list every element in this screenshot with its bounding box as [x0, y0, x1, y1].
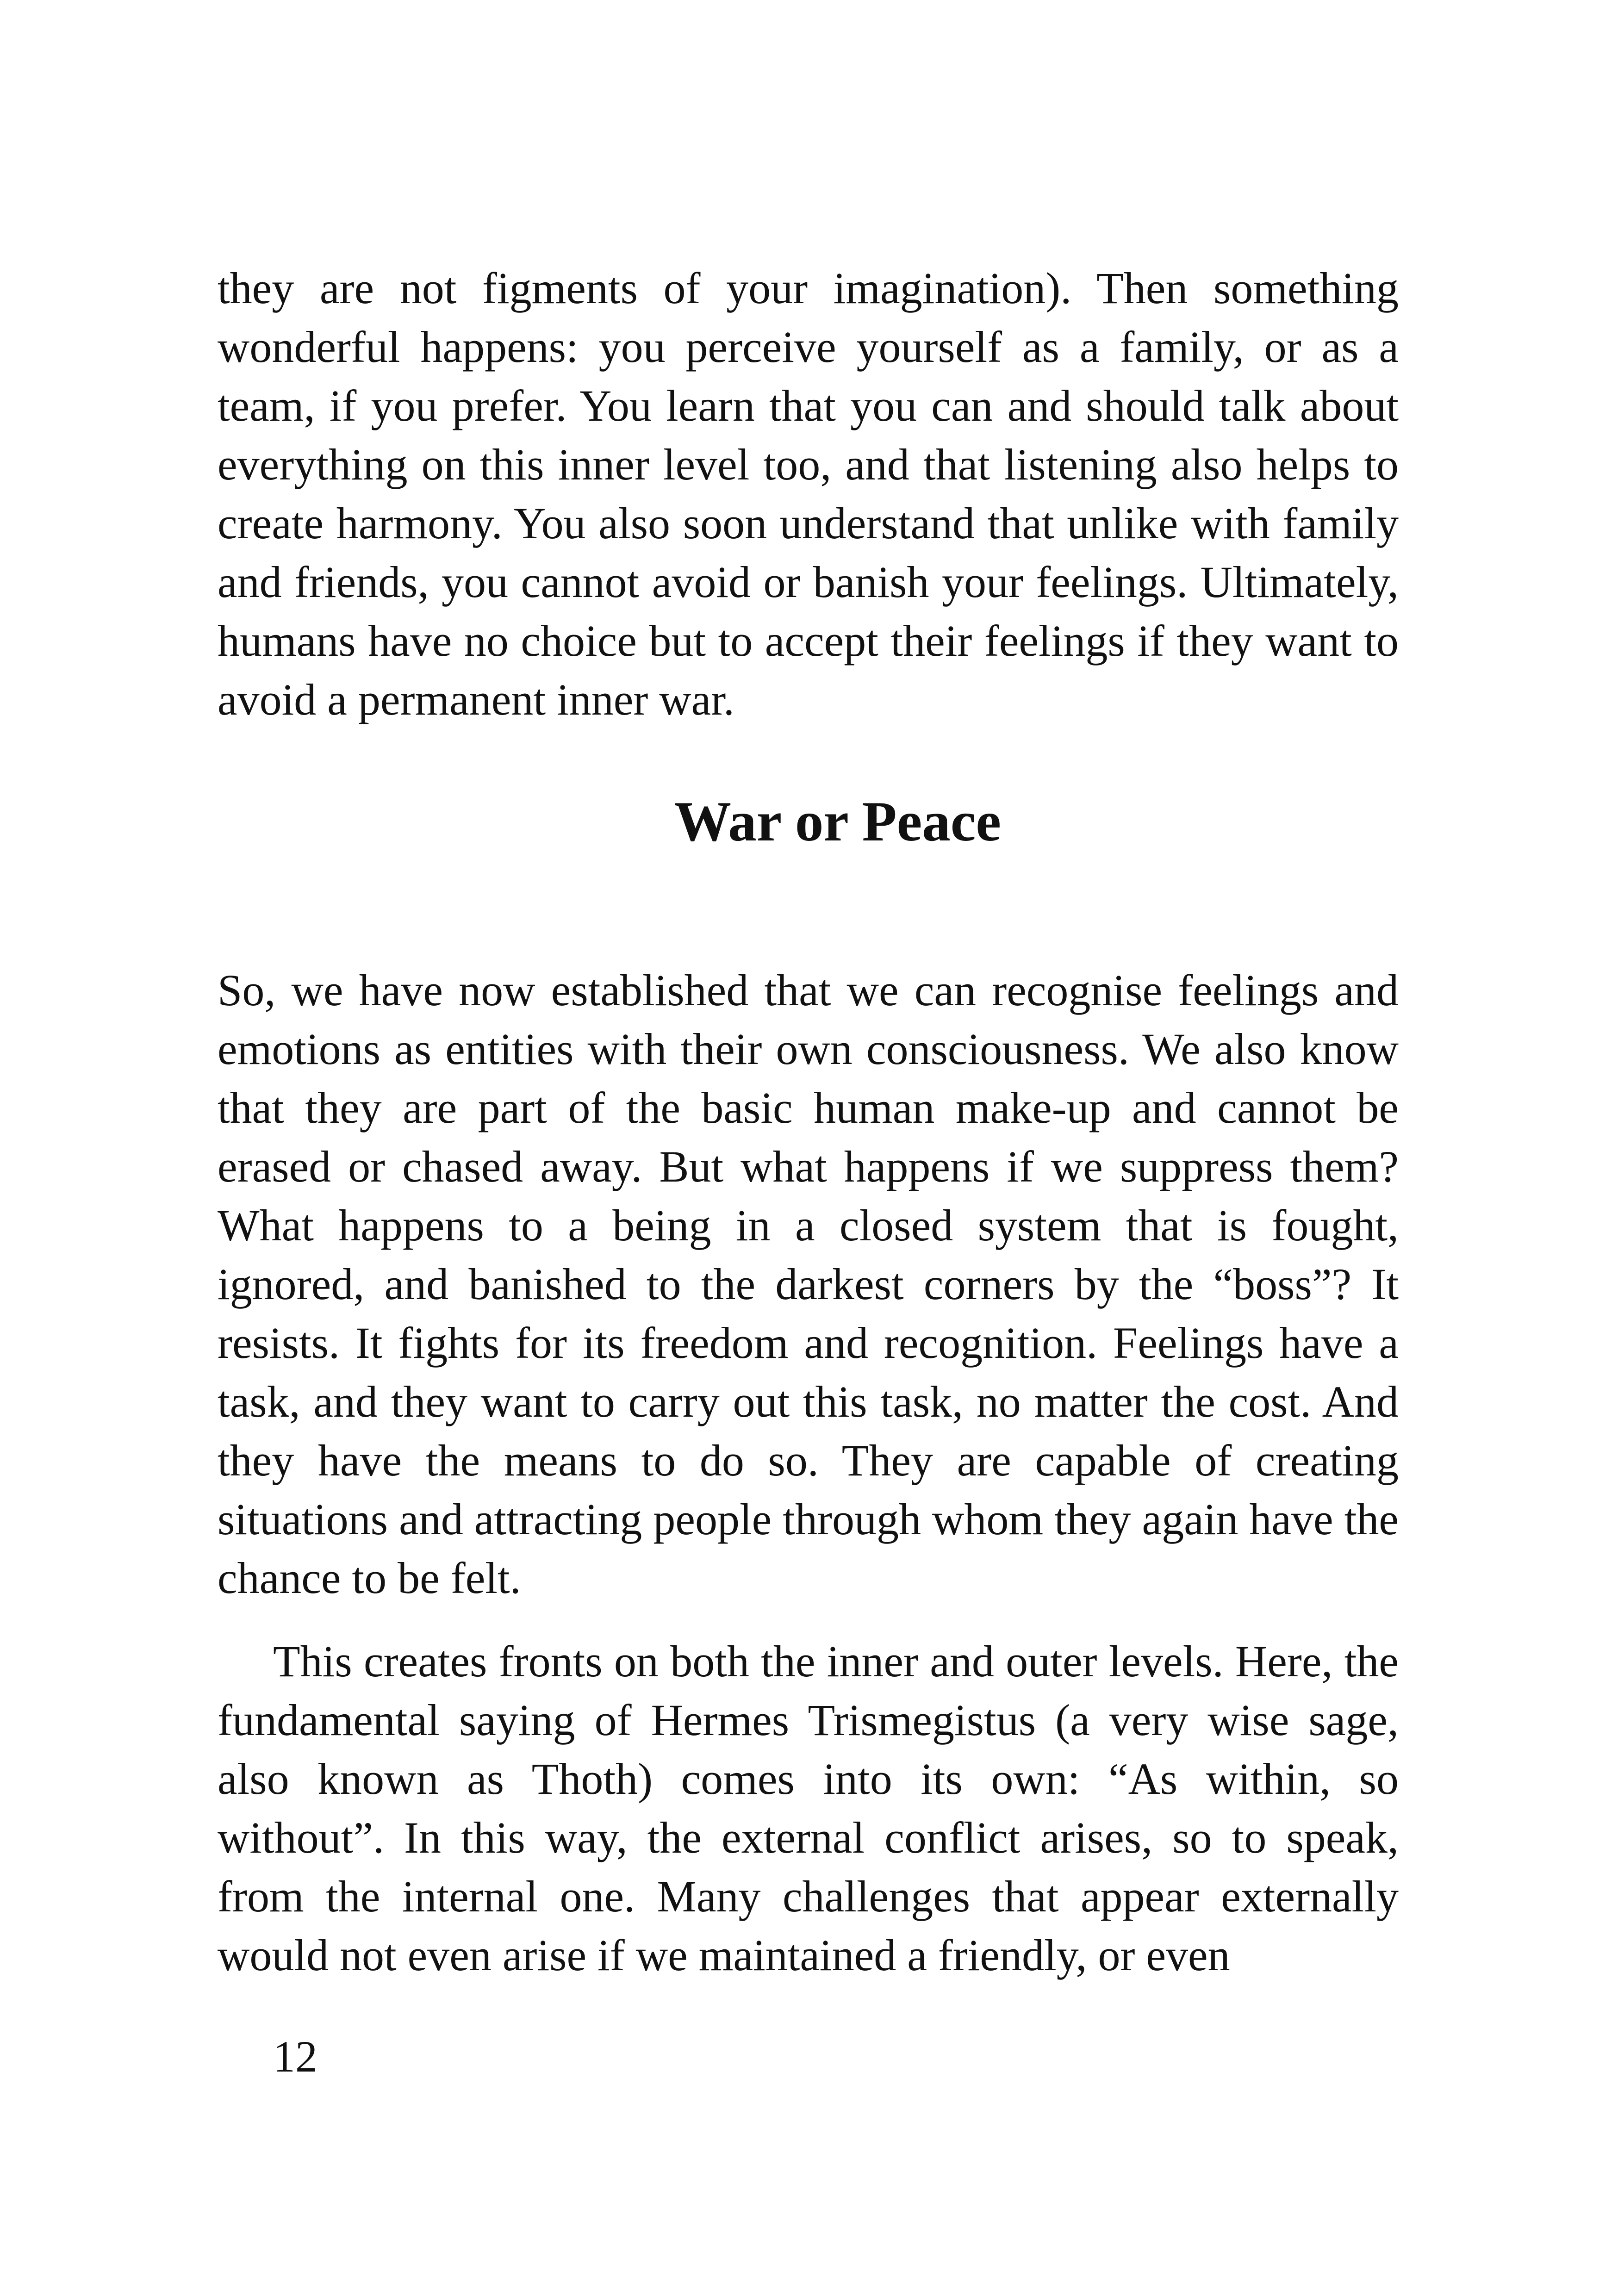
paragraph: This creates fronts on both the inner and outer levels. Here, the fundamental saying of Hermes Trismegistus (a very wise sage, also known as Thoth) comes into its own: “As within, so without”. In this way, the external conflict arises, so to speak, from the internal one. Many challenges that appear externally would not even arise if we maintained a friendly, or even [218, 1636, 1399, 1980]
paragraph: So, we have now established that we can recognise feelings and emotions as entities with their own consciousness. We also know that they are part of the basic human make-up and cannot be erased or chased away. But what happens if we suppress them? What happens to a being in a closed system that is fought, ignored, and banished to the darkest corners by the “boss”? It resists. It fights for its freedom and recognition. Feelings have a task, and they want to carry out this task, no matter the cost. And they have the means to do so. They are capable of creating situations and attracting people through whom they again have the chance to be felt. [218, 965, 1399, 1603]
section-heading: War or Peace [674, 790, 1001, 853]
page-number: 12 [273, 2032, 317, 2081]
paragraph-continuation: they are not figments of your imagination). Then something wonderful happens: you perceive yourself as a family, or as a team, if you prefer. You learn that you can and should talk about everything on this inner level too, and that listening also helps to create harmony. You also soon understand that unlike with family and friends, you cannot avoid or banish your feelings. Ultimately, humans have no choice but to accept their feelings if they want to avoid a permanent inner war. [218, 263, 1399, 724]
